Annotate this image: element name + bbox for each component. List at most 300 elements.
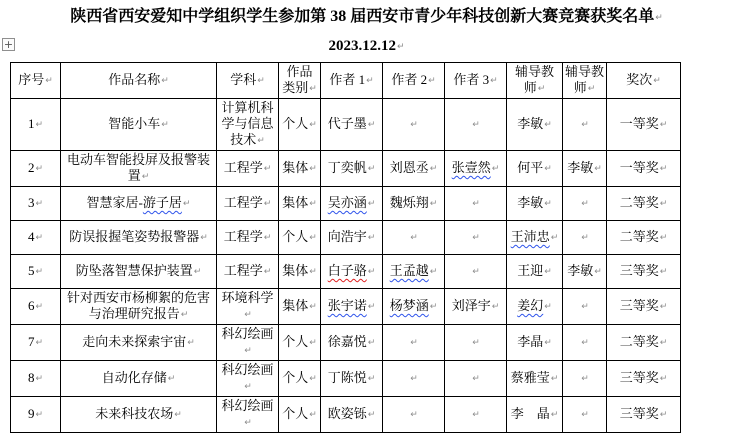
cell-end-mark: ↵ <box>472 120 480 130</box>
award-table <box>10 62 681 433</box>
header-author2[interactable] <box>383 63 445 99</box>
cell-author3[interactable] <box>445 361 507 397</box>
cell-text: 自动化存储 <box>101 370 167 385</box>
cell-end-mark: ↵ <box>309 374 317 384</box>
header-label: 奖次 <box>626 72 653 87</box>
cell-text: 杨梦涵 <box>389 298 429 313</box>
cell-end-mark: ↵ <box>472 199 480 209</box>
cell-subject[interactable] <box>217 151 279 187</box>
cell-category[interactable] <box>279 397 321 433</box>
cell-text: 工程学 <box>223 229 263 244</box>
cell-end-mark: ↵ <box>193 267 202 277</box>
cell-end-mark: ↵ <box>45 76 53 86</box>
cell-author2[interactable] <box>383 325 445 361</box>
cell-category[interactable] <box>279 289 321 325</box>
cell-text: 李晶 <box>517 334 544 349</box>
cell-title[interactable] <box>61 221 217 255</box>
cell-author2[interactable] <box>383 151 445 187</box>
cell-end-mark: ↵ <box>257 76 265 86</box>
cell-end-mark: ↵ <box>659 267 668 277</box>
cell-end-mark: ↵ <box>581 410 589 420</box>
cell-end-mark: ↵ <box>309 410 317 420</box>
cell-text: 王迎 <box>517 263 544 278</box>
table-row <box>11 397 681 433</box>
cell-end-mark: ↵ <box>244 382 252 392</box>
cell-end-mark: ↵ <box>257 136 265 146</box>
cell-teacher1[interactable] <box>507 361 563 397</box>
cell-author1[interactable] <box>321 397 383 433</box>
cell-subject[interactable] <box>217 99 279 151</box>
cell-end-mark: ↵ <box>410 374 418 384</box>
cell-category[interactable] <box>279 99 321 151</box>
cell-end-mark: ↵ <box>410 410 418 420</box>
cell-text: 集体 <box>282 195 309 210</box>
cell-end-mark: ↵ <box>367 233 376 243</box>
cell-text: 9 <box>27 406 35 421</box>
cell-end-mark: ↵ <box>367 267 376 277</box>
cell-category[interactable] <box>279 221 321 255</box>
header-title[interactable] <box>61 63 217 99</box>
cell-text: 三等奖 <box>619 370 659 385</box>
cell-teacher2[interactable] <box>563 221 607 255</box>
cell-end-mark: ↵ <box>367 302 376 312</box>
cell-category[interactable] <box>279 255 321 289</box>
cell-title[interactable] <box>61 361 217 397</box>
cell-end-mark: ↵ <box>491 164 500 174</box>
cell-teacher1[interactable] <box>507 289 563 325</box>
cell-title[interactable] <box>61 325 217 361</box>
date-text: 2023.12.12 <box>328 38 396 54</box>
cell-teacher2[interactable] <box>563 151 607 187</box>
cell-end-mark: ↵ <box>429 199 438 209</box>
cell-end-mark: ↵ <box>35 374 44 384</box>
cell-end-mark: ↵ <box>587 84 596 94</box>
cell-end-mark: ↵ <box>594 267 602 277</box>
cell-author3[interactable] <box>445 221 507 255</box>
cell-author1[interactable] <box>321 361 383 397</box>
cell-end-mark: ↵ <box>367 410 376 420</box>
cell-author3[interactable] <box>445 397 507 433</box>
table-row <box>11 255 681 289</box>
cell-end-mark: ↵ <box>537 84 546 94</box>
cell-text: 三等奖 <box>619 263 659 278</box>
cell-category[interactable] <box>279 325 321 361</box>
cell-text: 二等奖 <box>619 195 659 210</box>
cell-text: 个人 <box>282 406 309 421</box>
cell-author1[interactable] <box>321 255 383 289</box>
cell-end-mark: ↵ <box>309 233 317 243</box>
cell-end-mark: ↵ <box>309 120 317 130</box>
cell-end-mark: ↵ <box>544 120 552 130</box>
cell-text: 个人 <box>282 229 309 244</box>
cell-teacher1[interactable] <box>507 99 563 151</box>
cell-end-mark: ↵ <box>410 233 418 243</box>
cell-no[interactable] <box>11 255 61 289</box>
cell-text: 工程学 <box>223 160 263 175</box>
cell-end-mark: ↵ <box>594 164 602 174</box>
cell-no[interactable] <box>11 397 61 433</box>
cell-end-mark: ↵ <box>35 199 44 209</box>
cell-text: 吴亦涵 <box>327 195 367 210</box>
table-header-row <box>11 63 681 99</box>
cell-end-mark: ↵ <box>550 374 559 384</box>
header-label: 辅导教师 <box>565 64 605 95</box>
cell-end-mark: ↵ <box>490 76 498 86</box>
cell-teacher1[interactable] <box>507 397 563 433</box>
cell-subject[interactable] <box>217 255 279 289</box>
cell-end-mark: ↵ <box>659 120 668 130</box>
cell-end-mark: ↵ <box>187 338 195 348</box>
cell-text: 工程学 <box>223 195 263 210</box>
cell-end-mark: ↵ <box>174 410 182 420</box>
cell-end-mark: ↵ <box>35 267 44 277</box>
cell-end-mark: ↵ <box>491 302 500 312</box>
cell-text: 徐嘉悦 <box>327 334 367 349</box>
cell-text: 电动车智能投屏及报警装置 <box>66 152 210 183</box>
cell-author1[interactable] <box>321 221 383 255</box>
cell-author3[interactable] <box>445 99 507 151</box>
cell-end-mark: ↵ <box>659 164 668 174</box>
cell-text: 欧姿铄 <box>327 406 367 421</box>
cell-no[interactable] <box>11 151 61 187</box>
cell-no[interactable] <box>11 361 61 397</box>
header-label: 辅导教师 <box>514 64 554 95</box>
cell-category[interactable] <box>279 187 321 221</box>
cell-teacher2[interactable] <box>563 397 607 433</box>
cell-end-mark: ↵ <box>309 338 317 348</box>
cell-text: 代子墨 <box>327 116 367 131</box>
header-label: 学科 <box>230 72 257 87</box>
cell-end-mark: ↵ <box>429 164 438 174</box>
cell-teacher1[interactable] <box>507 221 563 255</box>
cell-text: 刘泽宇 <box>451 298 491 313</box>
table-row <box>11 99 681 151</box>
cell-end-mark: ↵ <box>544 267 552 277</box>
cell-end-mark: ↵ <box>244 418 252 428</box>
cell-text: 蔡雅莹 <box>510 370 550 385</box>
table-row <box>11 187 681 221</box>
cell-author3[interactable] <box>445 151 507 187</box>
header-label: 作者 3 <box>453 72 490 87</box>
cell-author3[interactable] <box>445 255 507 289</box>
cell-award[interactable] <box>607 221 681 255</box>
header-author3[interactable] <box>445 63 507 99</box>
cell-end-mark: ↵ <box>472 410 480 420</box>
cell-subject[interactable] <box>217 289 279 325</box>
cell-text: 李敏 <box>517 195 544 210</box>
cell-end-mark: ↵ <box>659 199 668 209</box>
cell-text: 丁陈悦 <box>327 370 367 385</box>
cell-text: 未来科技农场 <box>95 406 174 421</box>
cell-teacher1[interactable] <box>507 255 563 289</box>
cell-end-mark: ↵ <box>367 338 376 348</box>
cell-text: 集体 <box>282 160 309 175</box>
cell-author1[interactable] <box>321 151 383 187</box>
cell-end-mark: ↵ <box>167 374 176 384</box>
paragraph-mark: ↵ <box>655 13 663 23</box>
cell-end-mark: ↵ <box>244 346 252 356</box>
header-teacher1[interactable] <box>507 63 563 99</box>
cell-end-mark: ↵ <box>544 338 552 348</box>
cell-end-mark: ↵ <box>309 302 317 312</box>
cell-award[interactable] <box>607 99 681 151</box>
cell-end-mark: ↵ <box>309 84 317 94</box>
cell-text: 三等奖 <box>619 406 659 421</box>
cell-teacher2[interactable] <box>563 99 607 151</box>
header-no[interactable] <box>11 63 61 99</box>
cell-text: 科幻绘画 <box>221 326 274 341</box>
cell-author3[interactable] <box>445 187 507 221</box>
cell-text: 张壹然 <box>451 160 491 175</box>
cell-text: 刘恩丞 <box>389 160 429 175</box>
cell-teacher2[interactable] <box>563 255 607 289</box>
page-title-text: 陕西省西安爱知中学组织学生参加第 38 届西安市青少年科技创新大赛竞赛获奖名单 <box>70 8 655 25</box>
cell-end-mark: ↵ <box>581 233 589 243</box>
cell-text: 李敏 <box>567 263 594 278</box>
cell-text: 环境科学 <box>221 290 274 305</box>
cell-author1[interactable] <box>321 289 383 325</box>
cell-text: 防误报握笔姿势报警器 <box>69 229 200 244</box>
cell-text: 7 <box>27 334 35 349</box>
cell-author1[interactable] <box>321 325 383 361</box>
cell-end-mark: ↵ <box>550 410 559 420</box>
cell-teacher1[interactable] <box>507 325 563 361</box>
cell-end-mark: ↵ <box>581 374 589 384</box>
cell-end-mark: ↵ <box>309 199 317 209</box>
cell-end-mark: ↵ <box>35 338 44 348</box>
header-label: 作品名称 <box>108 72 161 87</box>
cell-end-mark: ↵ <box>472 233 480 243</box>
header-category[interactable] <box>279 63 321 99</box>
cell-end-mark: ↵ <box>263 164 272 174</box>
cell-text: 李 晶 <box>510 406 550 421</box>
cell-text: 一等奖 <box>619 116 659 131</box>
header-subject[interactable] <box>217 63 279 99</box>
table-row <box>11 325 681 361</box>
cell-text: 工程学 <box>223 263 263 278</box>
header-award[interactable] <box>607 63 681 99</box>
table-move-handle-icon[interactable]: + <box>3 38 14 51</box>
cell-text: 个人 <box>282 370 309 385</box>
cell-text: 魏烁翔 <box>389 195 429 210</box>
cell-end-mark: ↵ <box>263 199 272 209</box>
cell-end-mark: ↵ <box>581 199 589 209</box>
cell-author3[interactable] <box>445 289 507 325</box>
cell-text: 二等奖 <box>619 229 659 244</box>
paragraph-mark: ↵ <box>396 42 405 52</box>
cell-text: 集体 <box>282 263 309 278</box>
cell-no[interactable] <box>11 187 61 221</box>
cell-end-mark: ↵ <box>309 267 317 277</box>
cell-end-mark: ↵ <box>182 199 191 209</box>
table-row <box>11 289 681 325</box>
cell-end-mark: ↵ <box>366 76 374 86</box>
cell-text: 2 <box>27 160 35 175</box>
cell-text: 5 <box>27 263 35 278</box>
cell-text: 向浩宇 <box>327 229 367 244</box>
page-title[interactable] <box>0 6 733 29</box>
document-header <box>0 0 733 58</box>
cell-teacher1[interactable] <box>507 187 563 221</box>
cell-end-mark: ↵ <box>544 199 552 209</box>
cell-title[interactable] <box>61 99 217 151</box>
cell-award[interactable] <box>607 397 681 433</box>
cell-subject[interactable] <box>217 361 279 397</box>
cell-category[interactable] <box>279 361 321 397</box>
cell-end-mark: ↵ <box>309 164 317 174</box>
cell-text: 白子骆 <box>327 263 367 278</box>
cell-end-mark: ↵ <box>472 338 480 348</box>
table-row <box>11 361 681 397</box>
cell-end-mark: ↵ <box>659 233 668 243</box>
header-label: 作者 2 <box>391 72 428 87</box>
cell-author2[interactable] <box>383 255 445 289</box>
header-label: 序号 <box>18 72 45 87</box>
cell-author2[interactable] <box>383 99 445 151</box>
cell-end-mark: ↵ <box>429 302 438 312</box>
cell-author2[interactable] <box>383 361 445 397</box>
cell-award[interactable] <box>607 361 681 397</box>
cell-end-mark: ↵ <box>544 302 552 312</box>
cell-text: 游子居 <box>142 195 182 210</box>
cell-end-mark: ↵ <box>581 120 589 130</box>
cell-end-mark: ↵ <box>659 338 668 348</box>
cell-title[interactable] <box>61 187 217 221</box>
cell-title[interactable] <box>61 255 217 289</box>
cell-text: 智慧家居- <box>86 195 143 210</box>
cell-text: 防坠落智慧保护装置 <box>75 263 193 278</box>
cell-end-mark: ↵ <box>200 233 208 243</box>
cell-end-mark: ↵ <box>428 76 436 86</box>
cell-author3[interactable] <box>445 325 507 361</box>
cell-end-mark: ↵ <box>659 374 668 384</box>
cell-text: 科幻绘画 <box>221 398 274 413</box>
cell-text: 李敏 <box>567 160 594 175</box>
cell-text: 王孟越 <box>389 263 429 278</box>
cell-end-mark: ↵ <box>581 302 589 312</box>
cell-text: 二等奖 <box>619 334 659 349</box>
cell-text: 智能小车 <box>108 116 161 131</box>
cell-teacher2[interactable] <box>563 289 607 325</box>
header-label: 作者 1 <box>329 72 366 87</box>
cell-end-mark: ↵ <box>544 164 552 174</box>
table-row <box>11 221 681 255</box>
cell-subject[interactable] <box>217 187 279 221</box>
cell-end-mark: ↵ <box>472 267 480 277</box>
cell-end-mark: ↵ <box>410 338 418 348</box>
cell-subject[interactable] <box>217 221 279 255</box>
cell-title[interactable] <box>61 289 217 325</box>
cell-author2[interactable] <box>383 397 445 433</box>
cell-text: 针对西安市杨柳絮的危害与治理研究报告 <box>66 290 210 321</box>
cell-text: 李敏 <box>517 116 544 131</box>
cell-end-mark: ↵ <box>659 302 668 312</box>
header-label: 作品类别 <box>282 64 313 95</box>
cell-author1[interactable] <box>321 99 383 151</box>
header-author1[interactable] <box>321 63 383 99</box>
cell-end-mark: ↵ <box>35 164 44 174</box>
cell-text: 4 <box>27 229 35 244</box>
cell-text: 丁奕帆 <box>327 160 367 175</box>
cell-text: 张宇诺 <box>327 298 367 313</box>
cell-author2[interactable] <box>383 289 445 325</box>
cell-end-mark: ↵ <box>581 338 589 348</box>
cell-award[interactable] <box>607 255 681 289</box>
cell-end-mark: ↵ <box>244 310 252 320</box>
cell-end-mark: ↵ <box>367 199 376 209</box>
cell-text: 6 <box>27 298 35 313</box>
cell-end-mark: ↵ <box>550 233 559 243</box>
cell-text: 8 <box>27 370 35 385</box>
cell-award[interactable] <box>607 151 681 187</box>
cell-end-mark: ↵ <box>653 76 661 86</box>
cell-text: 集体 <box>282 298 309 313</box>
cell-teacher2[interactable] <box>563 187 607 221</box>
cell-author2[interactable] <box>383 187 445 221</box>
header-teacher2[interactable] <box>563 63 607 99</box>
cell-end-mark: ↵ <box>429 267 438 277</box>
cell-text: 王沛忠 <box>510 229 550 244</box>
cell-end-mark: ↵ <box>367 374 376 384</box>
cell-author2[interactable] <box>383 221 445 255</box>
cell-end-mark: ↵ <box>35 410 44 420</box>
cell-text: 何平 <box>517 160 544 175</box>
cell-end-mark: ↵ <box>35 120 44 130</box>
cell-text: 个人 <box>282 116 309 131</box>
cell-text: 三等奖 <box>619 298 659 313</box>
cell-end-mark: ↵ <box>263 267 272 277</box>
cell-text: 科幻绘画 <box>221 362 274 377</box>
cell-teacher2[interactable] <box>563 325 607 361</box>
cell-end-mark: ↵ <box>180 310 189 320</box>
cell-end-mark: ↵ <box>141 172 150 182</box>
cell-subject[interactable] <box>217 325 279 361</box>
cell-end-mark: ↵ <box>472 374 480 384</box>
cell-teacher1[interactable] <box>507 151 563 187</box>
cell-no[interactable] <box>11 99 61 151</box>
cell-no[interactable] <box>11 221 61 255</box>
cell-category[interactable] <box>279 151 321 187</box>
cell-end-mark: ↵ <box>161 76 169 86</box>
cell-text: 个人 <box>282 334 309 349</box>
date-line[interactable] <box>0 35 733 58</box>
cell-text: 姜幻 <box>517 298 544 313</box>
cell-title[interactable] <box>61 151 217 187</box>
cell-award[interactable] <box>607 289 681 325</box>
cell-title[interactable] <box>61 397 217 433</box>
table-row <box>11 151 681 187</box>
cell-award[interactable] <box>607 325 681 361</box>
cell-end-mark: ↵ <box>659 410 668 420</box>
cell-teacher2[interactable] <box>563 361 607 397</box>
cell-end-mark: ↵ <box>35 233 44 243</box>
cell-text: 3 <box>27 195 35 210</box>
cell-end-mark: ↵ <box>161 120 169 130</box>
cell-text: 走向未来探索宇宙 <box>82 334 187 349</box>
cell-end-mark: ↵ <box>263 233 272 243</box>
cell-no[interactable] <box>11 289 61 325</box>
cell-end-mark: ↵ <box>367 120 376 130</box>
cell-text: 一等奖 <box>619 160 659 175</box>
cell-subject[interactable] <box>217 397 279 433</box>
cell-end-mark: ↵ <box>410 120 418 130</box>
cell-author1[interactable] <box>321 187 383 221</box>
cell-text: 1 <box>27 116 35 131</box>
cell-award[interactable] <box>607 187 681 221</box>
cell-text: 计算机科学与信息技术 <box>221 100 274 147</box>
cell-no[interactable] <box>11 325 61 361</box>
cell-end-mark: ↵ <box>367 164 376 174</box>
